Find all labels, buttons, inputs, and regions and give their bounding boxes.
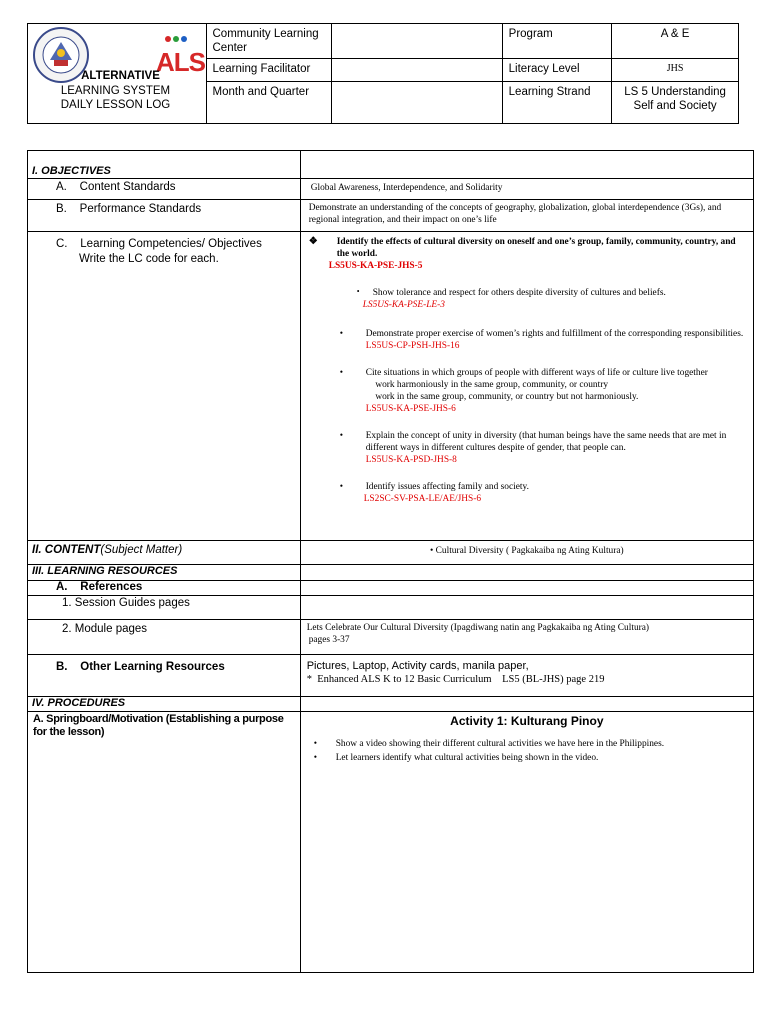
procedure-bullet: • Let learners identify what cultural activities being shown in the video. (313, 753, 599, 763)
competencies-list (300, 232, 753, 541)
other-resources-label: B. Other Learning Resources (28, 655, 301, 697)
system-title-line3: DAILY LESSON LOG (60, 99, 171, 111)
performance-standards-value: Demonstrate an understanding of the concepts of geography, globalization, global interdependence (3Gs), and regional integration, and their impact on one’s life (300, 200, 753, 232)
value-strand: LS 5 Understanding Self and Society (612, 82, 739, 124)
competencies-label: C. Learning Competencies/ Objectives Write the LC code for each. (28, 232, 301, 541)
competency-item: • Demonstrate proper exercise of women’s rights and fulfillment of the corresponding responsibilities. LS5US-CP-PSH-JHS-16 (339, 329, 744, 351)
content-value: • Cultural Diversity ( Pagkakaiba ng Ating Kultura) (300, 541, 753, 565)
bullet-icon: • (339, 482, 343, 492)
competency-item: • Explain the concept of unity in diversity (that human beings have the same needs that are met in different ways in different cultures despite of gender, that people can. LS5US-KA-PSD-JHS-8 (339, 431, 727, 465)
performance-standards-label: B. Performance Standards (28, 200, 301, 232)
bullet-icon: • (313, 739, 317, 749)
logo-dots-icon (156, 32, 206, 46)
session-guides-label: 1. Session Guides pages (28, 596, 301, 620)
springboard-label: A. Springboard/Motivation (Establishing a purpose for the lesson) (28, 712, 301, 973)
content-standards-label: A. Content Standards (28, 179, 301, 200)
competency-item: • Identify issues affecting family and society. LS2SC-SV-PSA-LE/AE/JHS-6 (339, 482, 529, 504)
springboard-content (300, 712, 753, 973)
resources-heading: III. LEARNING RESOURCES (28, 565, 301, 581)
value-literacy: JHS (612, 59, 739, 82)
session-guides-value (300, 596, 753, 620)
procedures-heading-right (300, 697, 753, 712)
bullet-icon: • (356, 287, 360, 296)
competency-item: • Show tolerance and respect for others despite diversity of cultures and beliefs. LS5US-KA-PSE-LE-3 (356, 287, 666, 310)
module-pages-value: Lets Celebrate Our Cultural Diversity (Ipagdiwang natin ang Pagkakaiba ng Ating Cultura) pages 3-37 (300, 620, 753, 655)
main-competency-code: LS5US-KA-PSE-JHS-5 (328, 261, 423, 271)
lesson-log-table (27, 150, 754, 973)
value-clc[interactable] (332, 24, 502, 59)
procedures-heading: IV. PROCEDURES (28, 697, 301, 712)
value-program: A & E (612, 24, 739, 59)
bullet-icon: • (313, 753, 317, 763)
other-resources-value: Pictures, Laptop, Activity cards, manila paper, * Enhanced ALS K to 12 Basic Curriculum LS5 (BL-JHS) page 219 (300, 655, 753, 697)
label-strand: Learning Strand (502, 82, 612, 124)
objectives-heading-right (300, 151, 753, 179)
label-program: Program (502, 24, 612, 59)
procedure-bullet: • Show a video showing their different cultural activities we have here in the Philippines. (313, 739, 665, 749)
resources-heading-right (300, 565, 753, 581)
activity-title: Activity 1: Kulturang Pinoy (450, 714, 604, 728)
bullet-icon: • (339, 368, 343, 378)
value-facilitator[interactable] (332, 59, 502, 82)
references-value (300, 581, 753, 596)
competency-item: • Cite situations in which groups of people with different ways of life or culture live together work harmoniously in the same group, community, or country work in the same group, community, or country but not harmoniously. LS5US-KA-PSE-JHS-6 (339, 368, 708, 414)
bullet-icon: • (339, 431, 343, 441)
als-logo-text: ALS (156, 47, 205, 77)
objectives-heading: I. OBJECTIVES (28, 151, 301, 179)
main-competency: ❖ Identify the effects of cultural diversity on oneself and one’s group, family, community, country, and the world. (308, 236, 736, 259)
logo-cell (28, 24, 207, 124)
references-label: A. References (28, 581, 301, 596)
system-title-line2: LEARNING SYSTEM (60, 84, 171, 97)
header-table (27, 23, 739, 124)
module-pages-label: 2. Module pages (28, 620, 301, 655)
label-clc: Community Learning Center (206, 24, 332, 59)
system-title-line1: ALTERNATIVE (81, 70, 160, 82)
content-standards-value: Global Awareness, Interdependence, and Solidarity (300, 179, 753, 200)
label-month-quarter: Month and Quarter (206, 82, 332, 124)
label-literacy: Literacy Level (502, 59, 612, 82)
content-heading: II. CONTENT(Subject Matter) (28, 541, 301, 565)
value-month-quarter[interactable] (332, 82, 502, 124)
bullet-icon: • (339, 329, 343, 339)
label-facilitator: Learning Facilitator (206, 59, 332, 82)
diamond-bullet-icon: ❖ (308, 236, 318, 247)
